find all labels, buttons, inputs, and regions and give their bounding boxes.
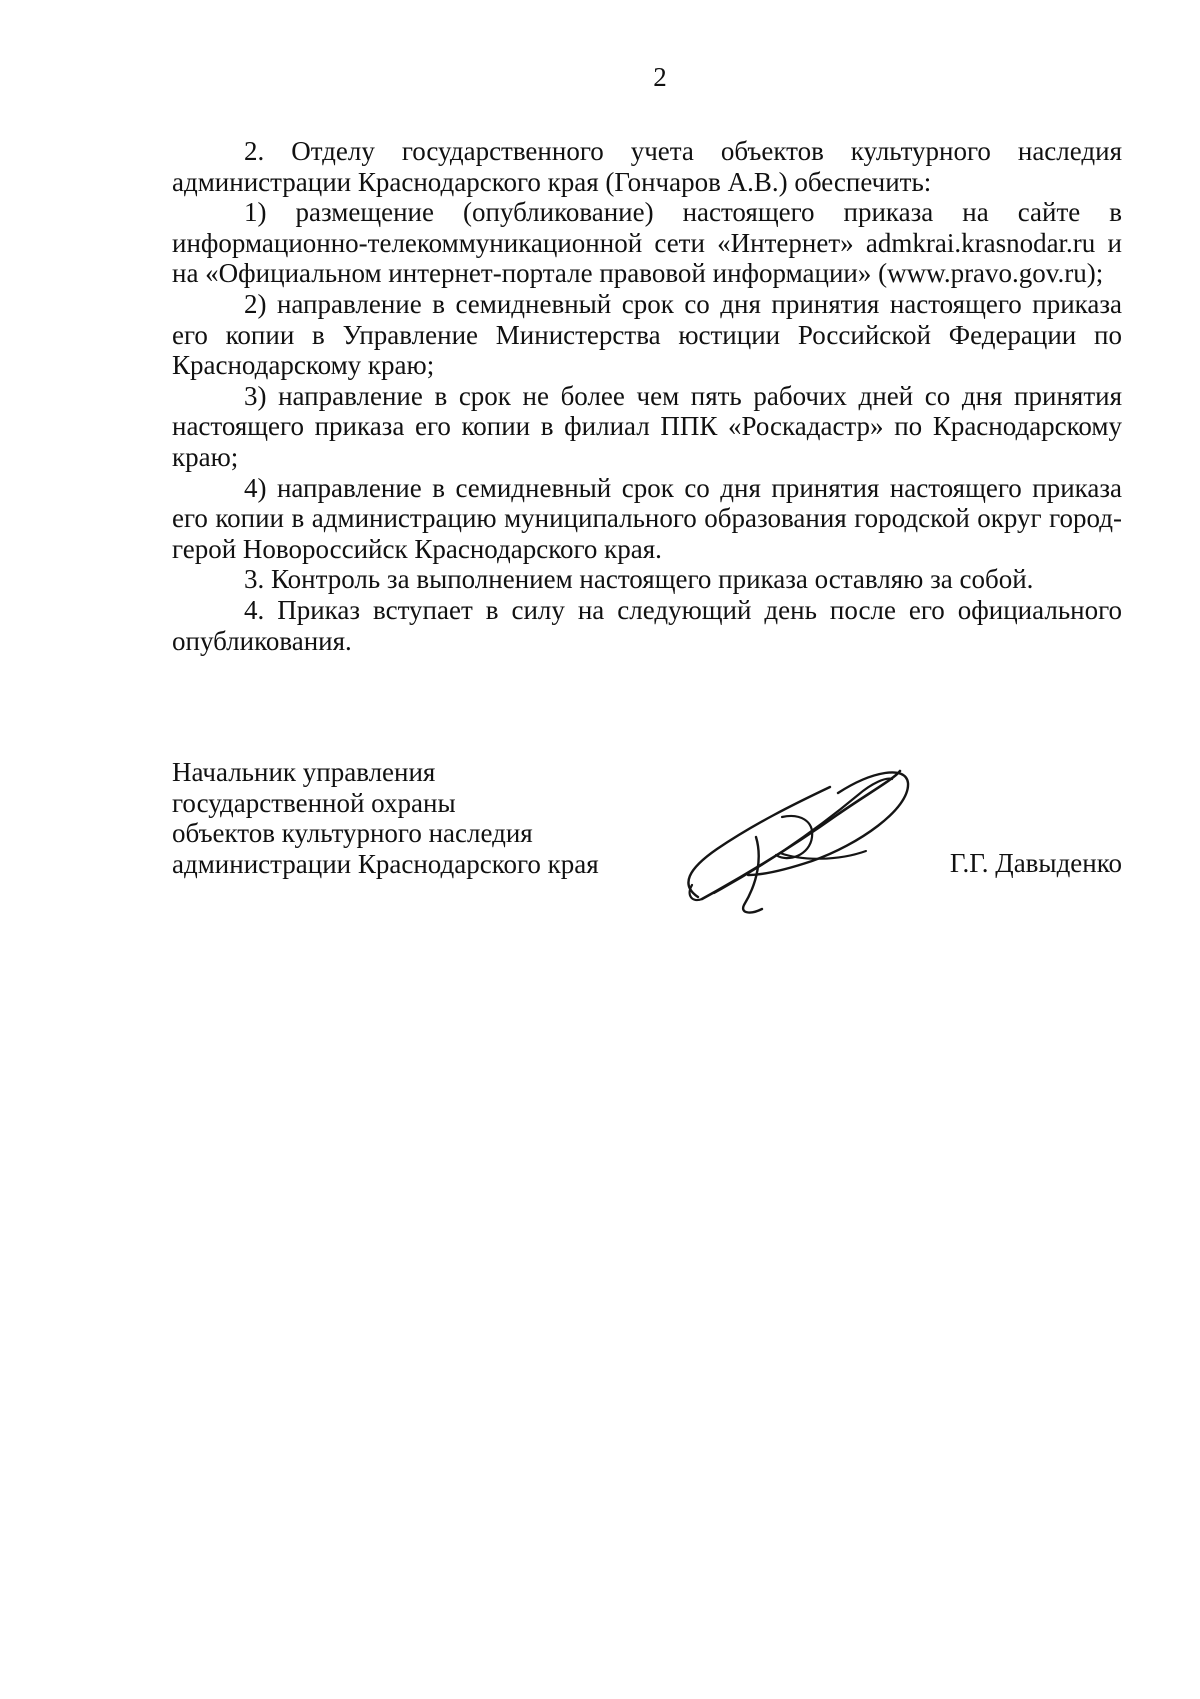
signatory-position-line: государственной охраны — [172, 787, 456, 818]
document-body — [172, 136, 1122, 656]
subparagraph-1-publication: 1) размещение (опубликование) настоящего приказа на сайте в информационно-телекоммуникационной сети «Интернет» admkrai.krasnodar.ru и на «Официальном интернет-портале правовой информации» (www.pravo.gov.ru); — [172, 197, 1122, 289]
signatory-position-line: объектов культурного наследия — [172, 818, 533, 849]
signatory-name: Г.Г. Давыденко — [949, 848, 1122, 878]
signatory-position — [172, 757, 599, 879]
subparagraph-2-ministry-of-justice: 2) направление в семидневный срок со дня принятия настоящего приказа его копии в Управление Министерства юстиции Российской Федерации по Краснодарскому краю; — [172, 288, 1122, 381]
signatory-position-line: администрации Краснодарского края — [172, 848, 599, 879]
subparagraph-3-roskadastr: 3) направление в срок не более чем пять рабочих дней со дня принятия настоящего приказа его копии в филиал ППК «Роскадастр» по Краснодарскому краю; — [172, 380, 1122, 472]
paragraph-item-2: 2. Отделу государственного учета объектов культурного наследия администрации Краснодарского края (Гончаров А.В.) обеспечить: — [172, 136, 1122, 197]
subparagraph-4-municipal-administration: 4) направление в семидневный срок со дня принятия настоящего приказа его копии в администрацию муниципального образования городской округ город-герой Новороссийск Краснодарского края. — [172, 472, 1122, 564]
handwritten-signature — [662, 757, 922, 917]
paragraph-item-4: 4. Приказ вступает в силу на следующий день после его официального опубликования. — [172, 594, 1122, 656]
signatory-position-line: Начальник управления — [172, 757, 436, 787]
page-number: 2 — [653, 62, 667, 92]
signature-block — [172, 757, 1122, 917]
paragraph-item-3: 3. Контроль за выполнением настоящего приказа оставляю за собой. — [244, 564, 1034, 595]
